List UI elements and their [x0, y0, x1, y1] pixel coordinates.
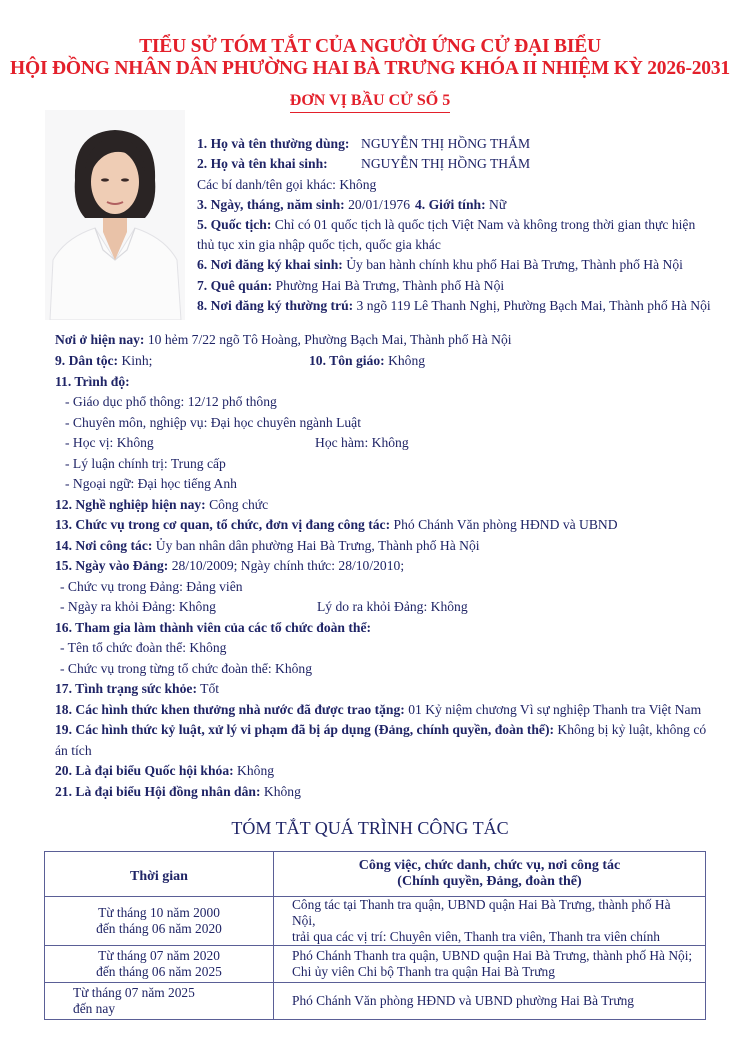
field-birth-registration: [197, 255, 683, 275]
field-label: 5. Quốc tịch:: [197, 217, 272, 232]
field-value: Không: [260, 784, 301, 799]
field-party-position: - Chức vụ trong Đảng: Đảng viên: [60, 579, 243, 594]
row-time: Từ tháng 10 năm 2000 đến tháng 06 năm 2020: [45, 897, 274, 946]
field-occupation: [55, 495, 268, 515]
portrait-image-icon: [45, 110, 185, 320]
field-label: 9. Dân tộc:: [55, 353, 119, 368]
field-value: NGUYỄN THỊ HỒNG THẮM: [361, 156, 531, 171]
field-academic-degree: - Học vị: Không: [65, 435, 154, 450]
field-value: Ủy ban hành chính khu phố Hai Bà Trưng, Thành phố Hà Nội: [342, 257, 683, 272]
table-row: [45, 983, 706, 1020]
field-value: Chỉ có 01 quốc tịch là quốc tịch Việt Nam và không trong thời gian thực hiện: [271, 217, 696, 232]
field-label: 3. Ngày, tháng, năm sinh:: [197, 197, 345, 212]
field-value: Công chức: [205, 497, 269, 512]
field-label: Nơi ở hiện nay:: [55, 332, 145, 347]
table-row: [45, 897, 706, 946]
row-description: Công tác tại Thanh tra quận, UBND quận Hai Bà Trưng, thành phố Hà Nội, trải qua các vị trí: Chuyên viên, Thanh tra viên, Thanh tra viên chính: [274, 897, 706, 946]
field-label: 4. Giới tính:: [415, 197, 486, 212]
field-value: Không: [233, 763, 275, 778]
field-value: Không bị kỷ luật, không có: [554, 722, 707, 737]
row-time: Từ tháng 07 năm 2020 đến tháng 06 năm 2025: [45, 946, 274, 983]
field-education-heading: 11. Trình độ:: [55, 374, 130, 389]
field-discipline-cont: án tích: [55, 743, 92, 758]
field-general-education: - Giáo dục phổ thông: 12/12 phổ thông: [65, 394, 277, 409]
field-academic-title: Học hàm: Không: [315, 435, 409, 450]
field-position: [55, 515, 618, 535]
field-value: Ủy ban nhân dân phường Hai Bà Trưng, Thành phố Hà Nội: [152, 538, 480, 553]
field-value: Tốt: [196, 681, 220, 696]
field-permanent-residence: [197, 296, 711, 316]
field-label: 15. Ngày vào Đảng:: [55, 558, 169, 573]
field-workplace: [55, 536, 480, 556]
constituency-label: ĐƠN VỊ BẦU CỬ SỐ 5: [290, 92, 450, 113]
field-label: 8. Nơi đăng ký thường trú:: [197, 298, 354, 313]
field-nationality: [197, 215, 695, 235]
field-political-theory: - Lý luận chính trị: Trung cấp: [65, 456, 226, 471]
field-label: 7. Quê quán:: [197, 278, 273, 293]
field-birth-name: [197, 154, 531, 174]
field-value: 28/10/2009; Ngày chính thức: 28/10/2010;: [168, 558, 405, 573]
field-ethnicity: [55, 351, 152, 371]
field-organizations-heading: 16. Tham gia làm thành viên của các tổ chức đoàn thể:: [55, 620, 372, 635]
table-header-row: [45, 852, 706, 897]
field-specialization: - Chuyên môn, nghiệp vụ: Đại học chuyên ngành Luật: [65, 415, 361, 430]
field-awards: [55, 700, 701, 720]
work-history-table: [44, 851, 706, 1020]
field-label: 2. Họ và tên khai sinh:: [197, 156, 328, 171]
field-organization-name: - Tên tổ chức đoàn thể: Không: [60, 640, 227, 655]
field-value: Phó Chánh Văn phòng HĐND và UBND: [390, 517, 618, 532]
field-value: 10 hẻm 7/22 ngõ Tô Hoàng, Phường Bạch Mai, Thành phố Hà Nội: [144, 332, 512, 347]
field-value: 20/01/1976: [344, 197, 411, 212]
field-foreign-language: - Ngoại ngữ: Đại học tiếng Anh: [65, 476, 237, 491]
field-label: 12. Nghề nghiệp hiện nay:: [55, 497, 206, 512]
field-label: 6. Nơi đăng ký khai sinh:: [197, 257, 343, 272]
field-label: 1. Họ và tên thường dùng:: [197, 136, 350, 151]
row-time: Từ tháng 07 năm 2025 đến nay: [45, 983, 274, 1020]
field-value: Nữ: [485, 197, 507, 212]
field-value: Không: [384, 353, 426, 368]
field-common-name: [197, 134, 531, 154]
field-nationality-cont: thủ tục xin gia nhập quốc tịch, quốc gia khác: [197, 237, 441, 252]
field-label: 10. Tôn giáo:: [309, 353, 385, 368]
field-birthdate: [197, 195, 410, 215]
field-health: [55, 679, 219, 699]
field-label: 19. Các hình thức kỷ luật, xử lý vi phạm đã bị áp dụng (Đảng, chính quyền, đoàn thể):: [55, 722, 555, 737]
field-value: Kinh;: [118, 353, 153, 368]
document-title-line1: TIỂU SỬ TÓM TẮT CỦA NGƯỜI ỨNG CỬ ĐẠI BIỂU: [139, 36, 601, 57]
field-peoples-council: [55, 782, 301, 802]
field-party-join-date: [55, 556, 404, 576]
field-value: 01 Kỷ niệm chương Vì sự nghiệp Thanh tra Việt Nam: [404, 702, 702, 717]
field-organization-role: - Chức vụ trong từng tổ chức đoàn thể: Không: [60, 661, 313, 676]
field-label: 17. Tình trạng sức khỏe:: [55, 681, 197, 696]
row-description: Phó Chánh Văn phòng HĐND và UBND phường Hai Bà Trưng: [274, 983, 706, 1020]
document-title-line2: HỘI ĐỒNG NHÂN DÂN PHƯỜNG HAI BÀ TRƯNG KHÓA II NHIỆM KỲ 2026-2031: [10, 58, 730, 79]
field-party-leave-date: - Ngày ra khỏi Đảng: Không: [60, 599, 216, 614]
header-time: Thời gian: [45, 852, 274, 897]
field-label: 20. Là đại biểu Quốc hội khóa:: [55, 763, 234, 778]
field-label: 13. Chức vụ trong cơ quan, tổ chức, đơn vị đang công tác:: [55, 517, 391, 532]
field-alias: Các bí danh/tên gọi khác: Không: [197, 177, 377, 192]
work-history-title: TÓM TẮT QUÁ TRÌNH CÔNG TÁC: [231, 818, 509, 838]
field-party-leave-reason: Lý do ra khỏi Đảng: Không: [317, 599, 468, 614]
field-value: Phường Hai Bà Trưng, Thành phố Hà Nội: [272, 278, 505, 293]
field-label: 14. Nơi công tác:: [55, 538, 153, 553]
field-gender: [415, 195, 506, 215]
header-description: Công việc, chức danh, chức vụ, nơi công tác (Chính quyền, Đảng, đoàn thể): [274, 852, 706, 897]
field-national-assembly: [55, 761, 274, 781]
candidate-photo: [45, 110, 185, 320]
field-discipline: [55, 720, 706, 740]
row-description: Phó Chánh Thanh tra quận, UBND quận Hai Bà Trưng, thành phố Hà Nội; Chi ủy viên Chi bộ Thanh tra quận Hai Bà Trưng: [274, 946, 706, 983]
field-label: 21. Là đại biểu Hội đồng nhân dân:: [55, 784, 261, 799]
field-religion: [309, 351, 425, 371]
table-row: [45, 946, 706, 983]
field-value: 3 ngõ 119 Lê Thanh Nghị, Phường Bạch Mai, Thành phố Hà Nội: [353, 298, 711, 313]
field-value: NGUYỄN THỊ HỒNG THẮM: [361, 136, 531, 151]
field-label: 18. Các hình thức khen thưởng nhà nước đã được trao tặng:: [55, 702, 405, 717]
field-hometown: [197, 276, 504, 296]
field-current-residence: [55, 330, 512, 350]
